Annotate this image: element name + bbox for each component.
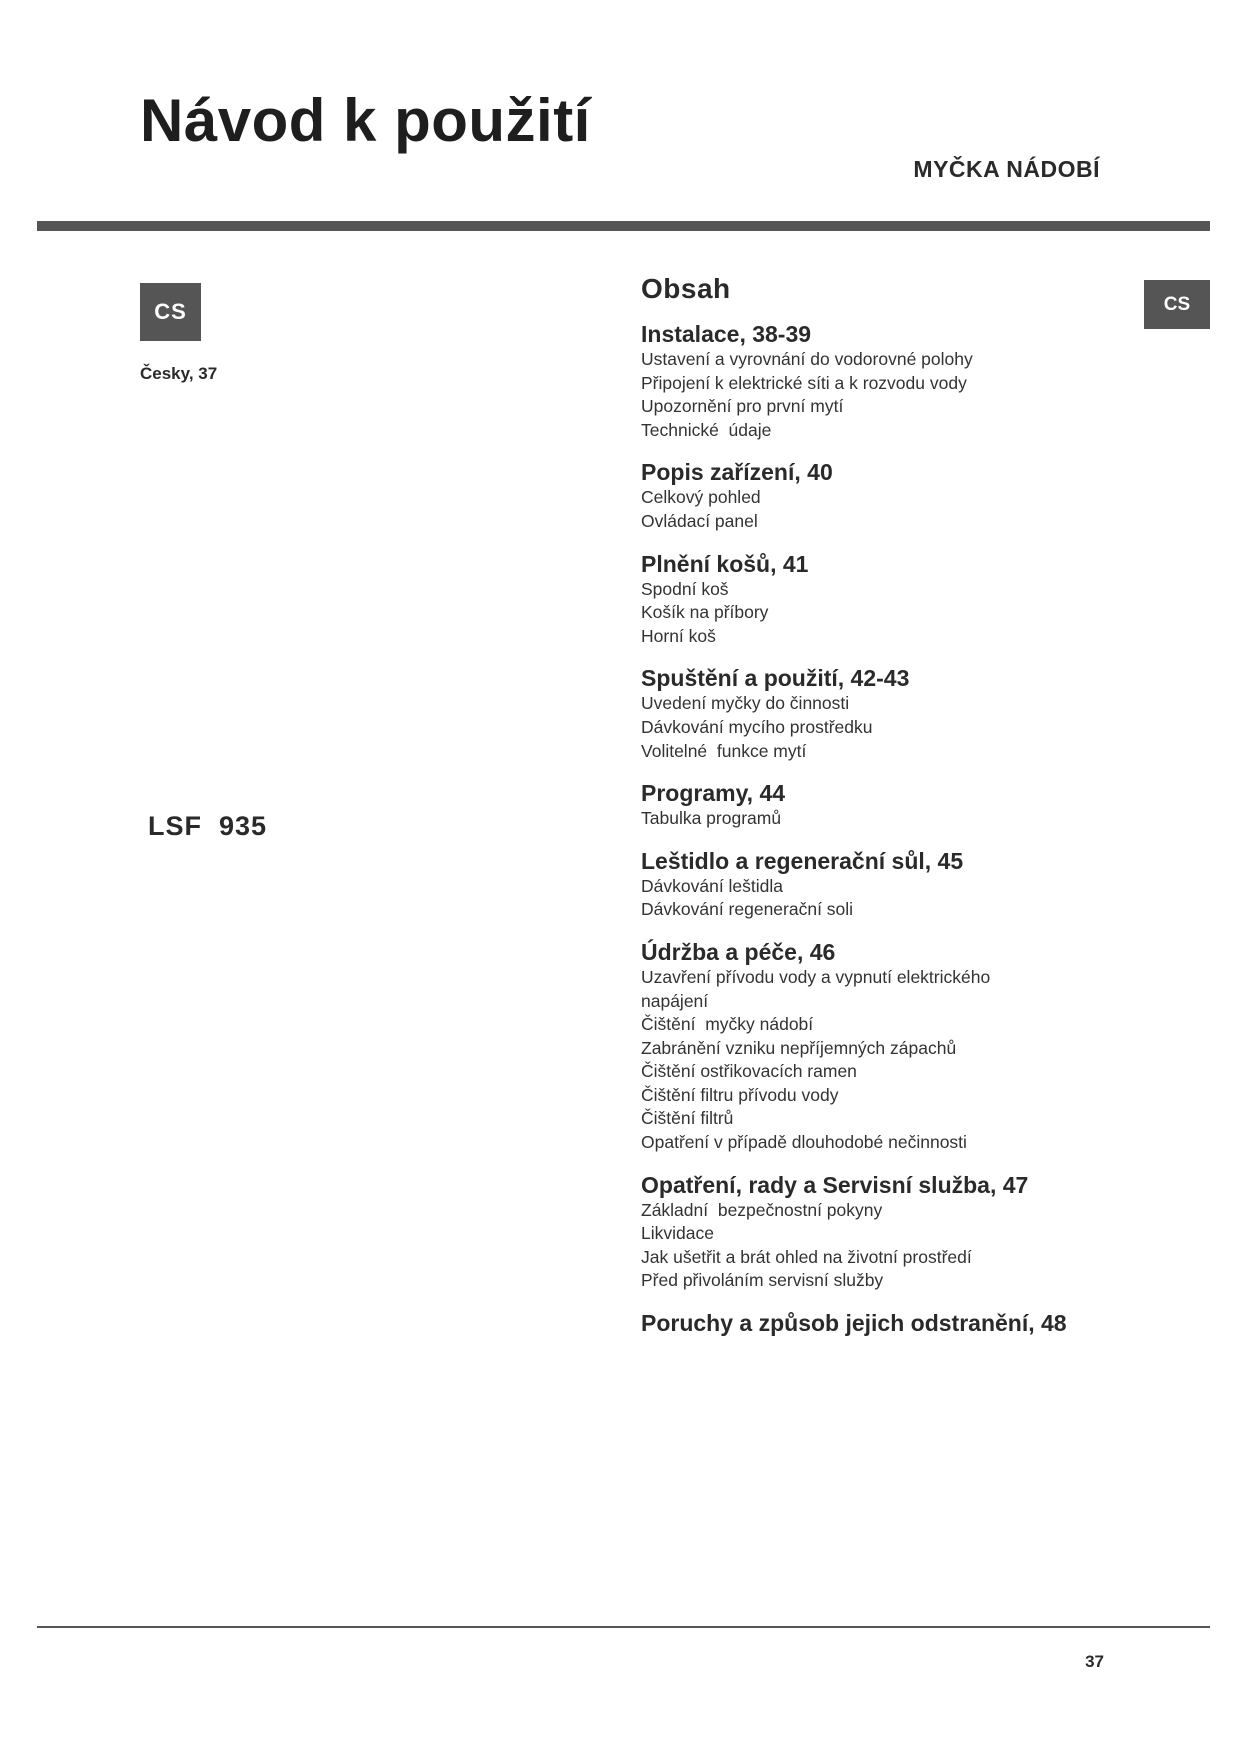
language-side-tab: CS <box>1144 280 1210 329</box>
toc-section-title: Leštidlo a regenerační sůl, 45 <box>641 847 964 874</box>
toc-item: Tabulka programů <box>641 808 782 829</box>
toc-item: Košík na příbory <box>641 602 769 623</box>
toc-section <box>641 1171 1181 1293</box>
toc-section <box>641 938 1181 1155</box>
toc-item: Horní koš <box>641 625 716 646</box>
toc-item-list <box>641 966 1181 1155</box>
model-number: LSF 935 <box>148 811 268 841</box>
language-badge: CS <box>140 283 201 341</box>
toc-sections <box>641 320 1181 1337</box>
toc-item: Připojení k elektrické síti a k rozvodu vody <box>641 372 967 393</box>
toc-item-list <box>641 1199 1181 1293</box>
toc-item: Opatření v případě dlouhodobé nečinnosti <box>641 1132 967 1153</box>
product-category: MYČKA NÁDOBÍ <box>913 156 1100 182</box>
table-of-contents <box>641 272 1181 1353</box>
toc-item: Čištění filtru přívodu vody <box>641 1084 839 1105</box>
toc-heading: Obsah <box>641 273 731 304</box>
toc-section-title: Plnění košů, 41 <box>641 550 809 577</box>
toc-item: Ovládací panel <box>641 510 758 531</box>
toc-section <box>641 320 1181 442</box>
toc-item: Uvedení myčky do činnosti <box>641 693 850 714</box>
toc-item: Základní bezpečnostní pokyny <box>641 1199 883 1220</box>
toc-section <box>641 550 1181 649</box>
toc-section-title: Instalace, 38-39 <box>641 321 812 347</box>
toc-item: Technické údaje <box>641 419 772 440</box>
toc-item: Čištění myčky nádobí <box>641 1014 814 1035</box>
toc-item-list <box>641 807 1181 831</box>
toc-section-title: Opatření, rady a Servisní služba, 47 <box>641 1171 1029 1198</box>
toc-item-list <box>641 692 1181 763</box>
toc-item-list <box>641 875 1181 922</box>
toc-section-title: Popis zařízení, 40 <box>641 459 833 486</box>
toc-section <box>641 779 1181 831</box>
toc-section-title: Poruchy a způsob jejich odstranění, 48 <box>641 1310 1067 1337</box>
toc-item: Dávkování mycího prostředku <box>641 716 873 737</box>
toc-item: Volitelné funkce mytí <box>641 740 807 761</box>
page-number: 37 <box>1085 1652 1104 1671</box>
toc-section <box>641 664 1181 763</box>
toc-section <box>641 1309 1181 1337</box>
toc-item: Čištění ostřikovacích ramen <box>641 1061 857 1082</box>
toc-item: Před přivoláním servisní služby <box>641 1270 884 1291</box>
toc-item: Čištění filtrů <box>641 1108 734 1129</box>
toc-item-list <box>641 578 1181 649</box>
language-page-reference: Česky, 37 <box>140 364 218 383</box>
toc-item: Upozornění pro první mytí <box>641 396 844 417</box>
toc-section-title: Spuštění a použití, 42-43 <box>641 665 910 692</box>
toc-item: Ustavení a vyrovnání do vodorovné polohy <box>641 349 973 369</box>
toc-section-title: Údržba a péče, 46 <box>641 938 836 965</box>
toc-section <box>641 847 1181 922</box>
toc-section-title: Programy, 44 <box>641 780 786 807</box>
header-divider <box>37 221 1210 231</box>
toc-item: Zabránění vzniku nepříjemných zápachů <box>641 1037 957 1058</box>
toc-item: Spodní koš <box>641 578 729 599</box>
toc-section <box>641 458 1181 533</box>
toc-item: Celkový pohled <box>641 487 761 508</box>
toc-item: napájení <box>641 990 709 1011</box>
toc-item: Likvidace <box>641 1223 714 1244</box>
manual-title: Návod k použití <box>140 87 591 154</box>
toc-item: Jak ušetřit a brát ohled na životní prostředí <box>641 1246 972 1267</box>
toc-item: Dávkování leštidla <box>641 875 784 896</box>
toc-item-list <box>641 486 1181 533</box>
footer-divider <box>37 1626 1210 1628</box>
toc-item: Dávkování regenerační soli <box>641 899 854 920</box>
toc-item-list <box>641 348 1181 442</box>
toc-item: Uzavření přívodu vody a vypnutí elektrického <box>641 966 991 987</box>
